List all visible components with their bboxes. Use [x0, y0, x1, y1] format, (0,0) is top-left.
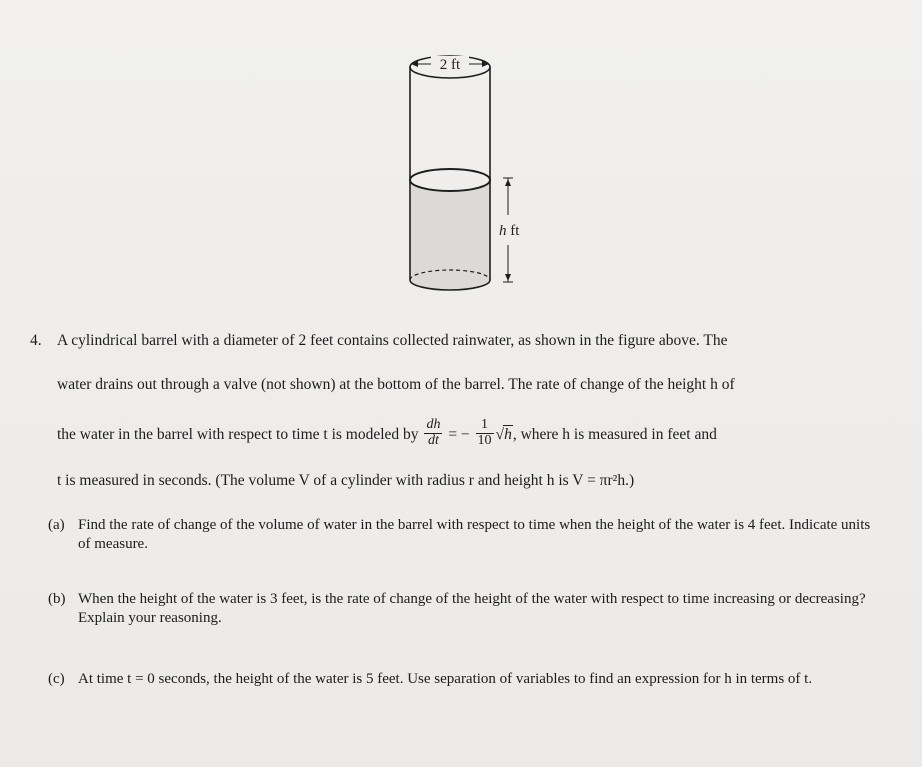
part-c-text: At time t = 0 seconds, the height of the water is 5 feet. Use separation of variables to find an expression for h in terms of t.: [78, 671, 813, 687]
diameter-label: 2 ft: [439, 57, 461, 73]
problem-line-3-end: , where h is measured in feet and: [512, 425, 717, 443]
problem-line-2: water drains out through a valve (not shown) at the bottom of the barrel. The rate of change of the height h of: [57, 376, 735, 393]
problem-line-3-start: the water in the barrel with respect to time t is modeled by: [57, 425, 419, 443]
arrowhead-down-icon: [505, 274, 511, 281]
equals-minus: = −: [448, 425, 470, 443]
coefficient-numerator: 1: [476, 418, 494, 434]
sqrt-argument: h: [504, 425, 512, 443]
coefficient-fraction: [476, 418, 494, 448]
problem-line-1: A cylindrical barrel with a diameter of 2 feet contains collected rainwater, as shown in the figure above. The: [57, 332, 728, 349]
part-a-text: Find the rate of change of the volume of water in the barrel with respect to time when the height of the water is 4 feet. Indicate units of measure.: [78, 517, 871, 552]
water-fill: [410, 180, 490, 290]
derivative-fraction: [424, 418, 442, 448]
part-c-label: (c): [48, 671, 65, 687]
coefficient-denominator: 10: [477, 432, 492, 448]
problem-line-3: [57, 417, 717, 450]
part-b-label: (b): [48, 591, 66, 607]
barrel-figure: [395, 40, 555, 300]
arrowhead-up-icon: [505, 179, 511, 186]
barrel-diagram: [395, 40, 555, 300]
derivative-numerator: dh: [426, 417, 441, 432]
derivative-denominator: dt: [427, 432, 439, 448]
part-a-label: (a): [48, 517, 65, 533]
part-b-text: When the height of the water is 3 feet, is the rate of change of the height of the water with respect to time increasing or decreasing? Explain your reasoning.: [78, 591, 866, 626]
height-label: h ft: [499, 223, 520, 239]
problem-line-4: t is measured in seconds. (The volume V of a cylinder with radius r and height h is V = πr²h.): [57, 472, 635, 489]
sqrt-icon: √: [495, 425, 505, 443]
water-surface: [410, 169, 490, 191]
problem-number: 4.: [30, 332, 42, 349]
